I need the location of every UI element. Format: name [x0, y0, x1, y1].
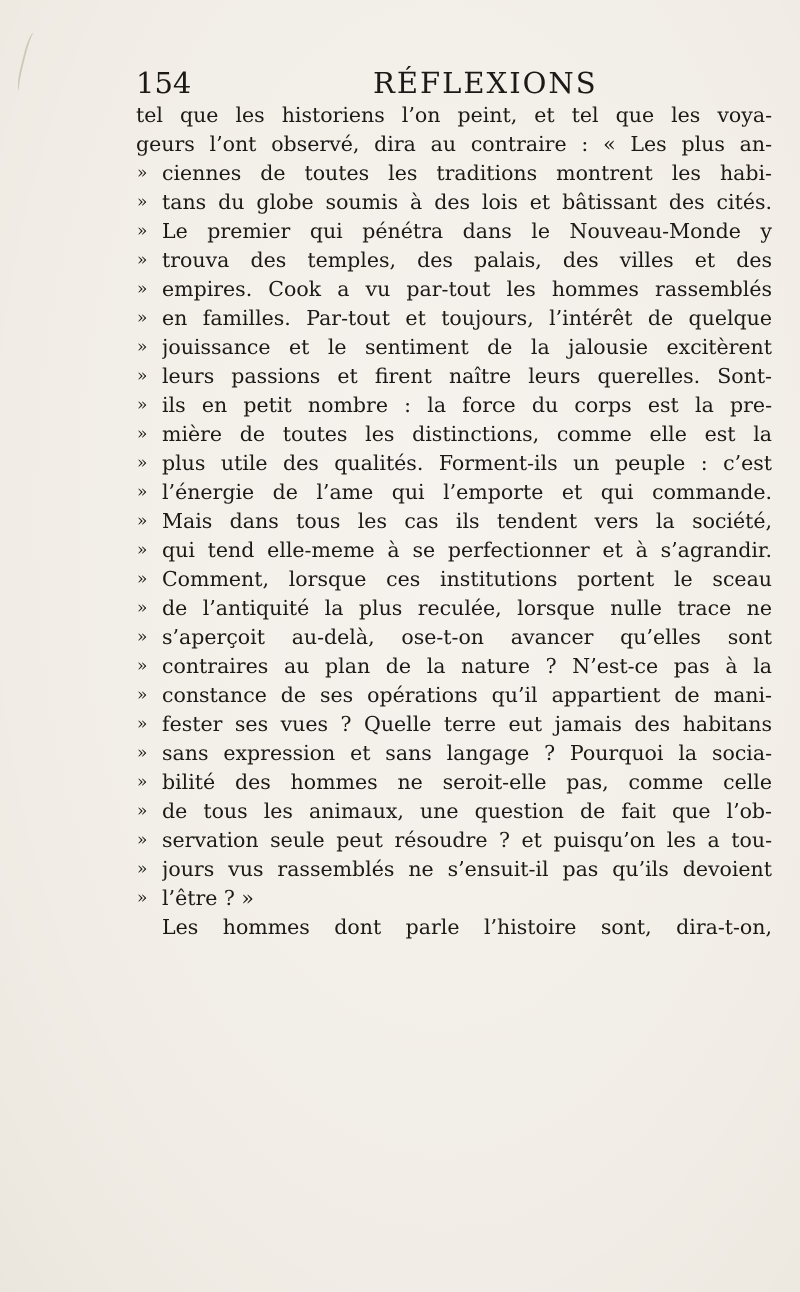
- text-line: [0, 681, 800, 710]
- text-line: [0, 362, 800, 391]
- text-line: [0, 101, 800, 130]
- line-text: tans du globe soumis à des lois et bâtissant des cités.: [162, 190, 772, 214]
- quote-mark: »: [137, 424, 148, 444]
- quote-mark: »: [137, 395, 148, 415]
- quote-mark: »: [137, 482, 148, 502]
- line-text: l’énergie de l’ame qui l’emporte et qui commande.: [162, 480, 772, 504]
- quote-mark: »: [137, 511, 148, 531]
- quote-mark: »: [137, 453, 148, 473]
- line-text: plus utile des qualités. Forment-ils un peuple : c’est: [162, 451, 772, 475]
- text-line: [0, 710, 800, 739]
- text-line: [0, 652, 800, 681]
- line-text: l’être ? »: [162, 886, 254, 910]
- quote-mark: »: [137, 569, 148, 589]
- quote-mark: »: [137, 279, 148, 299]
- quote-mark: »: [137, 685, 148, 705]
- line-text: qui tend elle-meme à se perfectionner et à s’agrandir.: [162, 538, 772, 562]
- text-line: [0, 565, 800, 594]
- line-text: trouva des temples, des palais, des villes et des: [162, 248, 772, 272]
- text-line: [0, 739, 800, 768]
- text-line: [0, 826, 800, 855]
- line-text: de tous les animaux, une question de fait que l’ob-: [162, 799, 772, 823]
- line-text: bilité des hommes ne seroit-elle pas, comme celle: [162, 770, 772, 794]
- running-title: RÉFLEXIONS: [373, 66, 598, 100]
- text-line: [0, 884, 800, 913]
- line-text: empires. Cook a vu par-tout les hommes rassemblés: [162, 277, 772, 301]
- quote-mark: »: [137, 192, 148, 212]
- quote-mark: »: [137, 801, 148, 821]
- line-text: geurs l’ont observé, dira au contraire : « Les plus an-: [136, 132, 772, 156]
- quote-mark: »: [137, 308, 148, 328]
- quote-mark: »: [137, 540, 148, 560]
- text-line: [0, 768, 800, 797]
- line-text: sans expression et sans langage ? Pourquoi la socia-: [162, 741, 772, 765]
- line-text: servation seule peut résoudre ? et puisqu’on les a tou-: [162, 828, 772, 852]
- line-text: fester ses vues ? Quelle terre eut jamais des habitans: [162, 712, 772, 736]
- quote-mark: »: [137, 772, 148, 792]
- line-text: Comment, lorsque ces institutions portent le sceau: [162, 567, 772, 591]
- text-line: [0, 855, 800, 884]
- line-text: tel que les historiens l’on peint, et tel que les voya-: [136, 103, 772, 127]
- text-line: [0, 333, 800, 362]
- text-line: [0, 913, 800, 942]
- quote-mark: »: [137, 656, 148, 676]
- text-line: [0, 188, 800, 217]
- text-line: [0, 594, 800, 623]
- line-text: ils en petit nombre : la force du corps est la pre-: [162, 393, 772, 417]
- quote-mark: »: [137, 743, 148, 763]
- quote-mark: »: [137, 627, 148, 647]
- line-text: Les hommes dont parle l’histoire sont, dira-t-on,: [162, 915, 772, 939]
- text-line: [0, 304, 800, 333]
- quote-mark: »: [137, 859, 148, 879]
- text-line: [0, 159, 800, 188]
- quote-mark: »: [137, 888, 148, 908]
- text-line: [0, 507, 800, 536]
- quote-mark: »: [137, 366, 148, 386]
- text-line: [0, 275, 800, 304]
- quote-mark: »: [137, 598, 148, 618]
- line-text: Mais dans tous les cas ils tendent vers la société,: [162, 509, 772, 533]
- line-text: jours vus rassemblés ne s’ensuit-il pas qu’ils devoient: [162, 857, 772, 881]
- text-line: [0, 217, 800, 246]
- line-text: ciennes de toutes les traditions montrent les habi-: [162, 161, 772, 185]
- quote-mark: »: [137, 163, 148, 183]
- line-text: leurs passions et firent naître leurs querelles. Sont-: [162, 364, 772, 388]
- line-text: constance de ses opérations qu’il appartient de mani-: [162, 683, 772, 707]
- line-text: en familles. Par-tout et toujours, l’intérêt de quelque: [162, 306, 772, 330]
- text-line: [0, 449, 800, 478]
- text-line: [0, 130, 800, 159]
- quote-mark: »: [137, 221, 148, 241]
- text-line: [0, 797, 800, 826]
- quote-mark: »: [137, 337, 148, 357]
- quote-mark: »: [137, 830, 148, 850]
- page-number: 154: [136, 66, 192, 100]
- line-text: Le premier qui pénétra dans le Nouveau-Monde y: [162, 219, 772, 243]
- line-text: mière de toutes les distinctions, comme elle est la: [162, 422, 772, 446]
- body-text: [0, 101, 800, 942]
- line-text: de l’antiquité la plus reculée, lorsque nulle trace ne: [162, 596, 772, 620]
- text-line: [0, 536, 800, 565]
- text-line: [0, 478, 800, 507]
- line-text: contraires au plan de la nature ? N’est-ce pas à la: [162, 654, 772, 678]
- text-line: [0, 420, 800, 449]
- page-header: [0, 66, 800, 106]
- quote-mark: »: [137, 714, 148, 734]
- text-line: [0, 623, 800, 652]
- text-line: [0, 246, 800, 275]
- line-text: s’aperçoit au-delà, ose-t-on avancer qu’elles sont: [162, 625, 772, 649]
- quote-mark: »: [137, 250, 148, 270]
- line-text: jouissance et le sentiment de la jalousie excitèrent: [162, 335, 772, 359]
- text-line: [0, 391, 800, 420]
